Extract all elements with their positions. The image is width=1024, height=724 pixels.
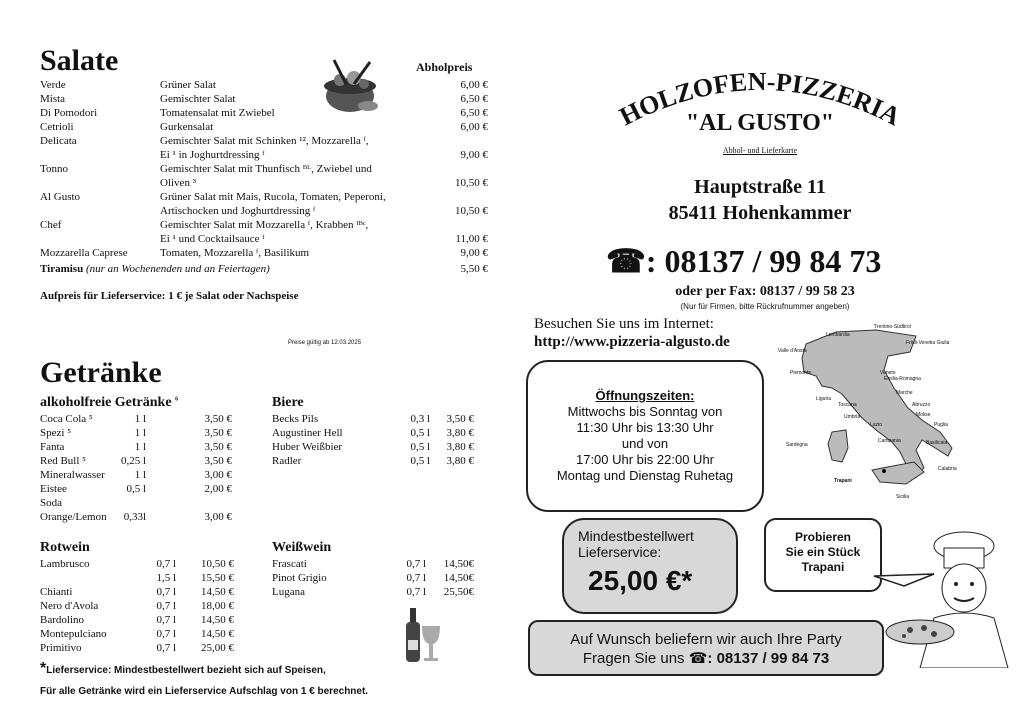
- getraenke-title: Getränke: [40, 356, 162, 389]
- drink-name: Soda: [40, 497, 62, 509]
- drink-size: 0,7 l: [156, 558, 176, 570]
- salad-name: Cetrioli: [40, 121, 74, 133]
- drink-price: 3,50 €: [204, 413, 232, 425]
- salad-desc: Gurkensalat: [160, 121, 214, 133]
- map-region-label: Marche: [896, 390, 913, 396]
- map-region-label: Veneto: [880, 370, 896, 376]
- phone-icon: ☎: [606, 243, 646, 279]
- salad-desc: Gemischter Salat mit Thunfisch ᴮᴸ, Zwiebel und: [160, 163, 372, 175]
- drink-price: 10,50 €: [201, 558, 234, 570]
- salad-desc: Gemischter Salat: [160, 93, 236, 105]
- drink-name: Red Bull ⁵: [40, 455, 87, 467]
- website-link[interactable]: http://www.pizzeria-algusto.de: [534, 334, 730, 350]
- map-region-label: Umbria: [844, 414, 861, 420]
- price-header: Abholpreis: [416, 60, 473, 74]
- map-region-label: Molise: [916, 412, 931, 418]
- chef-icon: [864, 528, 1024, 668]
- drink-size: 1 l: [134, 441, 146, 453]
- drink-name: Orange/Lemon: [40, 511, 107, 523]
- salad-price: 9,00 €: [460, 149, 488, 161]
- salad-name: Chef: [40, 219, 62, 231]
- drink-name: Nero d'Avola: [40, 600, 99, 612]
- salad-name: Di Pomodori: [40, 107, 98, 119]
- drink-name: Radler: [272, 455, 302, 467]
- drink-name: Pinot Grigio: [272, 572, 327, 584]
- salad-price: 6,00 €: [460, 121, 488, 133]
- salad-desc: Gemischter Salat mit Mozzarella ᶠ, Krabben ᴵᴮᶜ,: [160, 219, 369, 231]
- salad-price: 9,00 €: [460, 247, 488, 259]
- drink-size: 1 l: [134, 413, 146, 425]
- surcharge-note: Aufpreis für Lieferservice: 1 € je Salat oder Nachspeise: [40, 290, 299, 302]
- map-region-label: Lazio: [870, 422, 882, 428]
- map-region-label: Lombardia: [826, 332, 850, 338]
- salad-desc2: Ei ¹ und Cocktailsauce ᶠ: [160, 233, 265, 245]
- hours-line3: und von: [621, 436, 669, 451]
- salad-desc: Tomatensalat mit Zwiebel: [160, 107, 275, 119]
- rot-title: Rotwein: [40, 540, 90, 555]
- map-region-label: Toscana: [838, 402, 857, 408]
- map-region-label: Abruzzo: [912, 402, 931, 408]
- drink-size: 0,7 l: [156, 600, 176, 612]
- hours-line4: 17:00 Uhr bis 22:00 Uhr: [575, 452, 715, 467]
- salad-name: Tonno: [40, 163, 68, 175]
- drink-size: 0,7 l: [156, 586, 176, 598]
- hours-line2: 11:30 Uhr bis 13:30 Uhr: [576, 420, 714, 435]
- hours-line1: Mittwochs bis Sonntag von: [567, 404, 723, 419]
- map-region-label: Sicilia: [896, 494, 910, 500]
- min-order-box: [562, 518, 738, 614]
- wine-bottle-icon: [404, 606, 444, 664]
- alk-title-text: alkoholfreie Getränke: [40, 395, 172, 410]
- web-label: Besuchen Sie uns im Internet:: [534, 316, 714, 332]
- drink-price: 2,00 €: [204, 483, 232, 495]
- drink-price: 3,80 €: [446, 455, 474, 467]
- map-region-label: Valle d'Aosta: [778, 348, 807, 354]
- salate-title: Salate: [40, 44, 119, 77]
- drink-name: Augustiner Hell: [272, 427, 343, 439]
- salad-price: 6,00 €: [460, 79, 488, 91]
- salad-desc2: Artischocken und Joghurtdressing ᶠ: [160, 205, 316, 217]
- drink-price: 3,50 €: [446, 413, 474, 425]
- map-region-label: Campania: [878, 438, 901, 444]
- drink-price: 3,00 €: [204, 469, 232, 481]
- drink-name: Montepulciano: [40, 628, 107, 640]
- hours-title: Öffnungszeiten:: [595, 388, 695, 403]
- drink-size: 0,7 l: [156, 642, 176, 654]
- salad-desc: Gemischter Salat mit Schinken ¹², Mozzarella ᶠ,: [160, 135, 369, 147]
- alk-title: alkoholfreie Getränke $^6$: [40, 395, 179, 410]
- drink-name: Huber Weißbier: [272, 441, 343, 453]
- map-region-label: Basilicata: [926, 440, 948, 446]
- brand-line1: HOLZOFEN-PIZZERIA: [614, 66, 906, 132]
- drink-price: 3,80 €: [446, 427, 474, 439]
- valid-date: Preise gültig ab 12.03.2025: [288, 340, 362, 346]
- drink-size: 0,7 l: [406, 586, 426, 598]
- biere-title: Biere: [272, 395, 304, 410]
- drink-price: 3,50 €: [204, 455, 232, 467]
- drink-name: Chianti: [40, 586, 73, 598]
- salad-name: Al Gusto: [40, 191, 81, 203]
- party-line1: Auf Wunsch beliefern wir auch Ihre Party: [570, 631, 842, 648]
- drink-size: 1,5 l: [156, 572, 176, 584]
- map-region-label: Trapani: [834, 478, 852, 484]
- bubble-line1: Probieren: [794, 530, 851, 544]
- hours-line5: Montag und Dienstag Ruhetag: [556, 468, 734, 483]
- drink-size: 0,5 l: [410, 441, 430, 453]
- drink-size: 0,33l: [123, 511, 146, 523]
- drink-size: 1 l: [134, 469, 146, 481]
- tiramisu-note: (nur an Wochenenden und an Feiertagen): [85, 263, 270, 275]
- salad-bowl-icon: [320, 56, 380, 118]
- min-order-line1: Mindestbestellwert: [578, 528, 694, 544]
- drink-price: 15,50 €: [201, 572, 234, 584]
- drink-name: Frascati: [272, 558, 307, 570]
- brand-sub: Abhol- und Lieferkarte: [722, 146, 798, 155]
- drink-price: 14,50 €: [201, 628, 234, 640]
- drink-price: 14,50€: [443, 558, 474, 570]
- map-region-label: Sardegna: [786, 442, 808, 448]
- bubble-line3: Trapani: [801, 560, 845, 574]
- salad-name: Delicata: [40, 135, 77, 147]
- drink-price: 18,00 €: [201, 600, 234, 612]
- drink-price: 3,50 €: [204, 441, 232, 453]
- drink-name: Lugana: [272, 586, 305, 598]
- tiramisu-row: [40, 262, 270, 276]
- salad-price: 10,50 €: [455, 177, 488, 189]
- drink-size: 0,5 l: [410, 427, 430, 439]
- drink-name: Spezi ⁵: [40, 427, 72, 439]
- salad-name: Mozzarella Caprese: [40, 247, 128, 259]
- salad-name: Verde: [40, 79, 66, 91]
- drink-size: 0,25 l: [120, 455, 146, 467]
- salad-price: 10,50 €: [455, 205, 488, 217]
- drink-price: 3,80 €: [446, 441, 474, 453]
- salad-desc: Grüner Salat mit Mais, Rucola, Tomaten, Peperoni,: [160, 191, 386, 203]
- drink-size: 0,5 l: [126, 483, 146, 495]
- map-region-label: Piemonte: [790, 370, 812, 376]
- drink-name: Lambrusco: [40, 558, 90, 570]
- drink-price: 3,00 €: [204, 511, 232, 523]
- bubble-line2: Sie ein Stück: [785, 545, 861, 559]
- drink-size: 0,5 l: [410, 455, 430, 467]
- party-phone: : 08137 / 99 84 73: [707, 650, 830, 667]
- drink-name: Bardolino: [40, 614, 84, 626]
- brand-line2: "AL GUSTO": [685, 110, 835, 136]
- drink-size: 1 l: [134, 427, 146, 439]
- footnote-1: *Lieferservice: Mindestbestellwert bezieht sich auf Speisen,: [40, 660, 326, 677]
- map-region-label: Liguria: [816, 396, 832, 402]
- tiramisu-name: Tiramisu: [40, 263, 84, 275]
- party-line2: [530, 649, 882, 668]
- party-ask: Fragen Sie uns: [582, 650, 685, 667]
- phone-number: : 08137 / 99 84 73: [645, 243, 882, 279]
- italy-map: [776, 322, 972, 502]
- min-order-amount: 25,00 €*: [588, 565, 693, 596]
- salad-desc2: Ei ¹ in Joghurtdressing ᶠ: [160, 149, 265, 161]
- map-region-label: Trentino-Südtirol: [874, 324, 911, 330]
- fax: oder per Fax: 08137 / 99 58 23: [675, 284, 855, 299]
- phone-main: [606, 242, 881, 280]
- footnote-1-text: Lieferservice: Mindestbestellwert bezieht sich auf Speisen,: [46, 665, 326, 676]
- map-region-label: Puglia: [934, 422, 948, 428]
- map-region-label: Friuli-Venetia Giulia: [906, 340, 950, 346]
- min-order-line2: Lieferservice:: [578, 544, 662, 560]
- drink-size: 0,7 l: [406, 572, 426, 584]
- drink-name: Eistee: [40, 483, 67, 495]
- drink-price: 25,00 €: [201, 642, 234, 654]
- salad-price: 11,00 €: [455, 233, 488, 245]
- drink-name: Fanta: [40, 441, 65, 453]
- map-region-label: Emilia-Romagna: [884, 376, 921, 382]
- weiss-title: Weißwein: [272, 540, 332, 555]
- drink-price: 3,50 €: [204, 427, 232, 439]
- drink-name: Becks Pils: [272, 413, 319, 425]
- drink-name: Mineralwasser: [40, 469, 105, 481]
- address-street: Hauptstraße 11: [694, 176, 826, 198]
- party-box: [528, 620, 884, 676]
- footnote-2: Für alle Getränke wird ein Lieferservice Aufschlag von 1 € berechnet.: [40, 686, 369, 697]
- salad-desc: Grüner Salat: [160, 79, 216, 91]
- map-region-label: Calabria: [938, 466, 957, 472]
- fax-note: (Nur für Firmen, bitte Rückrufnummer angeben): [680, 302, 850, 311]
- salad-name: Mista: [40, 93, 66, 105]
- drink-price: 14,50 €: [201, 586, 234, 598]
- drink-size: 0,7 l: [156, 628, 176, 640]
- drink-size: 0,7 l: [406, 558, 426, 570]
- salad-desc2: Oliven ³: [160, 177, 196, 189]
- drink-price: 25,50€: [443, 586, 474, 598]
- drink-price: 14,50 €: [201, 614, 234, 626]
- drink-size: 0,3 l: [410, 413, 430, 425]
- drink-price: 14,50€: [443, 572, 474, 584]
- salad-desc: Tomaten, Mozzarella ᶠ, Basilikum: [160, 247, 310, 259]
- hours-box: [526, 360, 764, 512]
- salad-price: 6,50 €: [460, 93, 488, 105]
- drink-name: Coca Cola ⁵: [40, 413, 93, 425]
- drink-name: Primitivo: [40, 642, 82, 654]
- party-phone-icon: ☎: [688, 650, 708, 667]
- tiramisu-price: 5,50 €: [460, 263, 488, 275]
- drink-size: 0,7 l: [156, 614, 176, 626]
- address-city: 85411 Hohenkammer: [668, 202, 852, 224]
- salad-price: 6,50 €: [460, 107, 488, 119]
